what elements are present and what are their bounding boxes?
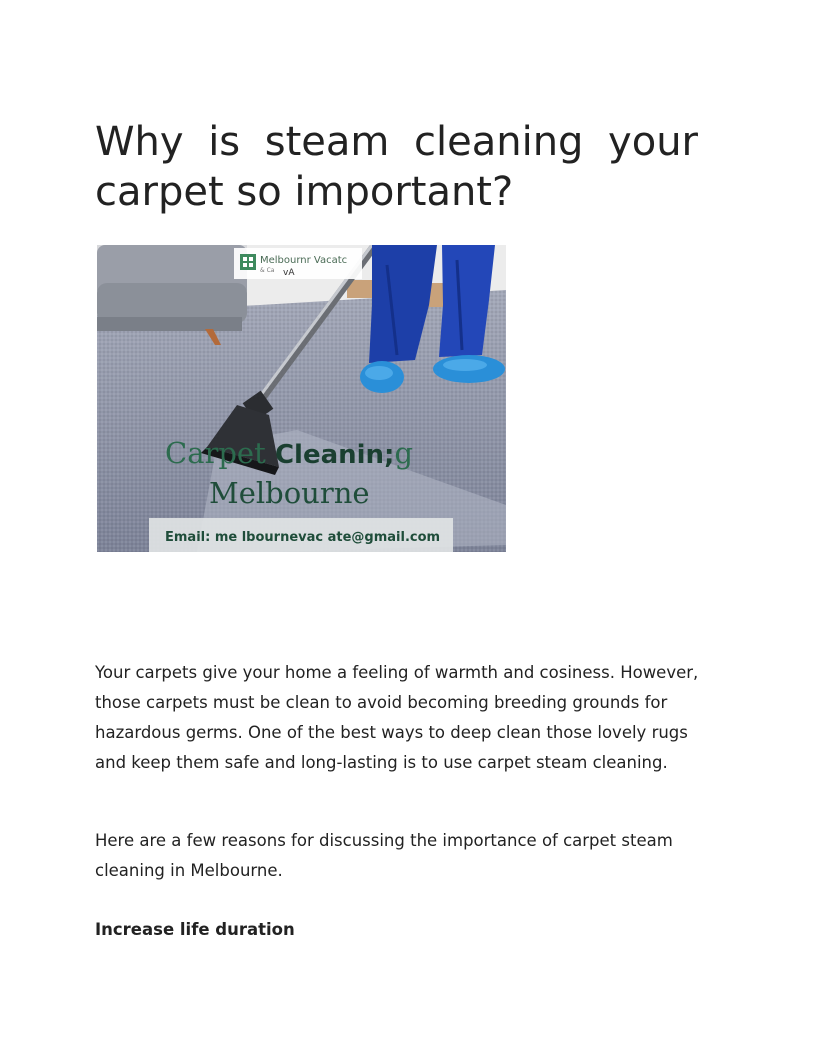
logo-sub: & Ca <box>260 267 275 274</box>
hero-headline-line2: Melbourne <box>209 476 370 510</box>
page-title: Why is steam cleaning your carpet so important? <box>95 119 698 215</box>
hero-image <box>97 245 506 552</box>
reasons-paragraph: Here are a few reasons for discussing the importance of carpet steam cleaning in Melbourne. <box>95 831 673 880</box>
intro-paragraph: Your carpets give your home a feeling of warmth and cosiness. However, those carpets must be clean to avoid becoming breeding grounds for hazardous germs. One of the best ways to deep clean those lovely rugs and keep them safe and long-lasting is to use carpet steam cleaning. <box>95 663 699 772</box>
logo-text: Melbournr Vacatc <box>260 255 348 266</box>
section-heading: Increase life duration <box>95 920 295 939</box>
hero-headline-line1: Carpet Cleanin;g <box>165 436 414 470</box>
hero-email: Email: me lbournevac ate@gmail.com <box>165 530 441 545</box>
logo-mark-text: vA <box>283 268 295 278</box>
logo-mark-icon <box>240 254 256 270</box>
